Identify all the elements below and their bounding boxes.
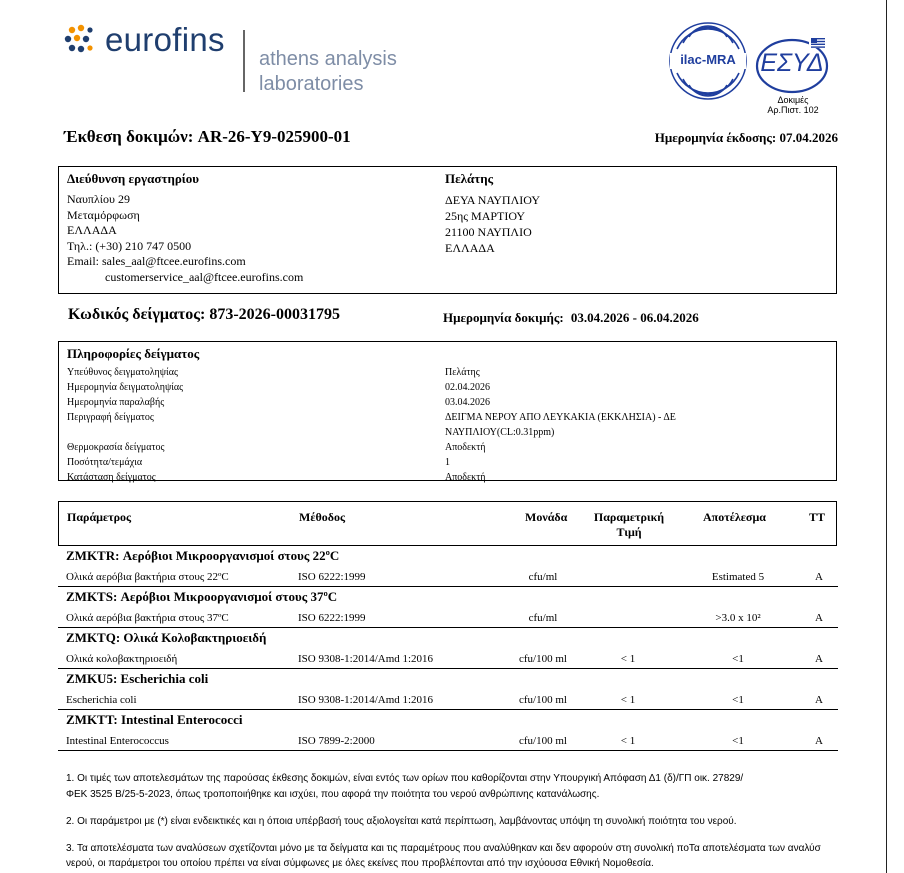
lab-email: Email: sales_aal@ftcee.eurofins.com — [67, 254, 246, 268]
address-client-box — [58, 166, 837, 294]
sample-info-row: Υπεύθυνος δειγματοληψίας Πελάτης — [67, 367, 480, 378]
footnote-1a: 1. Οι τιμές των αποτελεσμάτων της παρούσας έκθεσης δοκιμών, είναι εντός των ορίων που καθορίζονται στην Υπουργική Απόφαση Δ1 (δ)/ΓΠ οικ. 27829/ — [66, 773, 744, 784]
client-heading: Πελάτης — [445, 171, 494, 186]
cell-param-value: < 1 — [620, 694, 636, 706]
report-title: Έκθεση δοκιμών: AR-26-Y9-025900-01 — [64, 127, 351, 146]
cell-tt: A — [815, 735, 823, 747]
issue-date: Ημερομηνία έκδοσης: 07.04.2026 — [654, 130, 838, 145]
lab-phone: Τηλ.: (+30) 210 747 0500 — [67, 238, 192, 253]
sample-info-row: Ποσότητα/τεμάχια 1 — [67, 457, 450, 468]
logo-separator — [243, 30, 245, 92]
sample-info-heading: Πληροφορίες δείγματος — [67, 346, 200, 361]
lab-address-line: Ναυπλίου 29 — [67, 192, 130, 206]
lab-address-heading: Διεύθυνση εργαστηρίου — [67, 171, 200, 186]
cell-tt: A — [815, 653, 823, 665]
test-date-value: 03.04.2026 - 06.04.2026 — [570, 310, 699, 325]
sample-info-row: Ημερομηνία δειγματοληψίας 02.04.2026 — [67, 382, 490, 393]
esyd-caption-2: Αρ.Πιστ. 102 — [767, 105, 819, 115]
lab-address-line: Μεταμόρφωση — [67, 207, 140, 222]
group-title: ZMKTS: Αερόβιοι Μικροοργανισμοί στους 37ºC — [66, 589, 338, 604]
test-date-label: Ημερομηνία δοκιμής: — [443, 310, 564, 325]
cell-param: Ολικά αερόβια βακτήρια στους 37ºC — [66, 612, 229, 624]
cell-tt: A — [815, 571, 823, 583]
group-title: ZMKTQ: Ολικά Κολοβακτηριοειδή — [66, 630, 267, 645]
client-line: ΕΛΛΑΔΑ — [445, 241, 495, 255]
row-rule — [58, 668, 838, 669]
sample-info-table — [67, 365, 827, 485]
col-param: Παράμετρος — [67, 510, 132, 524]
cell-param-value: < 1 — [620, 735, 636, 747]
lab-name-line1: athens analysis — [259, 48, 397, 70]
lab-address-line: ΕΛΛΑΔΑ — [67, 223, 117, 237]
cell-method: ISO 9308-1:2014/Amd 1:2016 — [298, 694, 434, 706]
cell-param: Intestinal Enterococcus — [66, 735, 169, 747]
cell-param: Escherichia coli — [66, 694, 137, 706]
client-lines — [445, 192, 540, 256]
col-result: Αποτέλεσμα — [703, 510, 766, 524]
ilac-mra-seal-icon — [667, 19, 749, 103]
group-title: ZMKTR: Αερόβιοι Μικροοργανισμοί στους 22ºC — [66, 548, 340, 563]
cell-unit: cfu/100 ml — [519, 653, 567, 665]
sample-info-box — [58, 341, 837, 481]
lab-name-line2: laboratories — [259, 73, 364, 95]
footnote-3a: 3. Τα αποτελέσματα των αναλύσεων σχετίζονται μόνο με τα δείγματα και τις παραμέτρους που αναλύθηκαν και δεν αφορούν στη συνολική ποΤα αποτελέσματα των αναλύσ — [66, 843, 821, 854]
sample-info-row: ΝΑΥΠΛΙΟΥ(CL:0.31ppm) — [445, 427, 555, 438]
cell-method: ISO 7899-2:2000 — [298, 735, 375, 747]
row-rule — [58, 586, 838, 587]
col-unit: Μονάδα — [525, 510, 568, 524]
esyd-text: ΕΣΥΔ — [760, 49, 824, 77]
cell-tt: A — [815, 694, 823, 706]
col-param-value-line1: Παραμετρική — [593, 510, 665, 524]
cell-param: Ολικά αερόβια βακτήρια στους 22ºC — [66, 571, 229, 583]
group-title: ZMKU5: Escherichia coli — [66, 671, 209, 686]
row-rule — [58, 709, 838, 710]
cell-param-value: < 1 — [620, 653, 636, 665]
page-edge-rule — [886, 0, 887, 873]
cell-result: Estimated 5 — [711, 571, 765, 583]
sample-info-row: Περιγραφή δείγματος ΔΕΙΓΜΑ ΝΕΡΟΥ ΑΠΟ ΛΕΥΚΑΚΙΑ (ΕΚΚΛΗΣΙΑ) - ΔΕ — [67, 412, 676, 423]
client-line: 25ης ΜΑΡΤΙΟΥ — [445, 209, 526, 223]
cell-param: Ολικά κολοβακτηριοειδή — [66, 653, 178, 665]
row-rule — [58, 750, 838, 751]
esyd-caption-1: Δοκιμές — [777, 95, 809, 105]
results-header-box — [58, 501, 837, 546]
cell-unit: cfu/100 ml — [519, 735, 567, 747]
test-date — [443, 310, 699, 326]
cell-result: <1 — [732, 694, 744, 706]
col-tt: ΤΤ — [809, 510, 826, 524]
cell-tt: A — [815, 612, 823, 624]
ilac-mra-text: ilac-MRA — [680, 52, 736, 67]
col-param-value — [587, 510, 671, 540]
footnote-1b: ΦΕΚ 3525 Β/25-5-2023, όπως τροποποιήθηκε και ισχύει, που αφορά την ποιότητα του νερού ανθρώπινης κατανάλωσης. — [66, 789, 600, 800]
brand-name: eurofins — [105, 21, 225, 58]
client-line: 21100 ΝΑΥΠΛΙΟ — [445, 225, 532, 239]
cell-unit: cfu/100 ml — [519, 694, 567, 706]
footnote-3b: νερού, οι παράμετροι του οποίου πρέπει να είναι σύμφωνες με όλες εκείνες που προβλέπονται από την ισχύουσα Εθνική Νομοθεσία. — [66, 858, 654, 869]
col-param-value-line2: Τιμή — [616, 525, 642, 539]
lab-address-lines — [67, 192, 303, 285]
client-line: ΔΕΥΑ ΝΑΥΠΛΙΟΥ — [445, 193, 541, 207]
cell-method: ISO 6222:1999 — [298, 571, 366, 583]
cell-result: >3.0 x 10² — [715, 612, 761, 624]
cell-unit: cfu/ml — [528, 571, 558, 583]
cell-method: ISO 6222:1999 — [298, 612, 366, 624]
footnote-2: 2. Οι παράμετροι με (*) είναι ενδεικτικές και η όποια υπέρβασή τους αξιολογείται κατά περίπτωση, λαμβάνοντας υπόψη τη συνολική ποιότητα του νερού. — [66, 816, 737, 827]
row-rule — [58, 627, 838, 628]
sample-info-row: Θερμοκρασία δείγματος Αποδεκτή — [67, 442, 486, 453]
sample-code: Κωδικός δείγματος: 873-2026-00031795 — [68, 306, 340, 323]
col-method: Μέθοδος — [299, 510, 346, 524]
group-title: ZMKTT: Intestinal Enterococci — [66, 712, 243, 727]
sample-info-row: Ημερομηνία παραλαβής 03.04.2026 — [67, 397, 490, 408]
cell-result: <1 — [732, 735, 744, 747]
eurofins-logo-icon — [64, 24, 102, 58]
esyd-seal-icon — [755, 38, 829, 94]
cell-unit: cfu/ml — [528, 612, 558, 624]
cell-result: <1 — [732, 653, 744, 665]
cell-method: ISO 9308-1:2014/Amd 1:2016 — [298, 653, 434, 665]
sample-info-row: Κατάσταση δείγματος Αποδεκτή — [67, 472, 486, 483]
lab-email-2: customerservice_aal@ftcee.eurofins.com — [105, 269, 304, 284]
